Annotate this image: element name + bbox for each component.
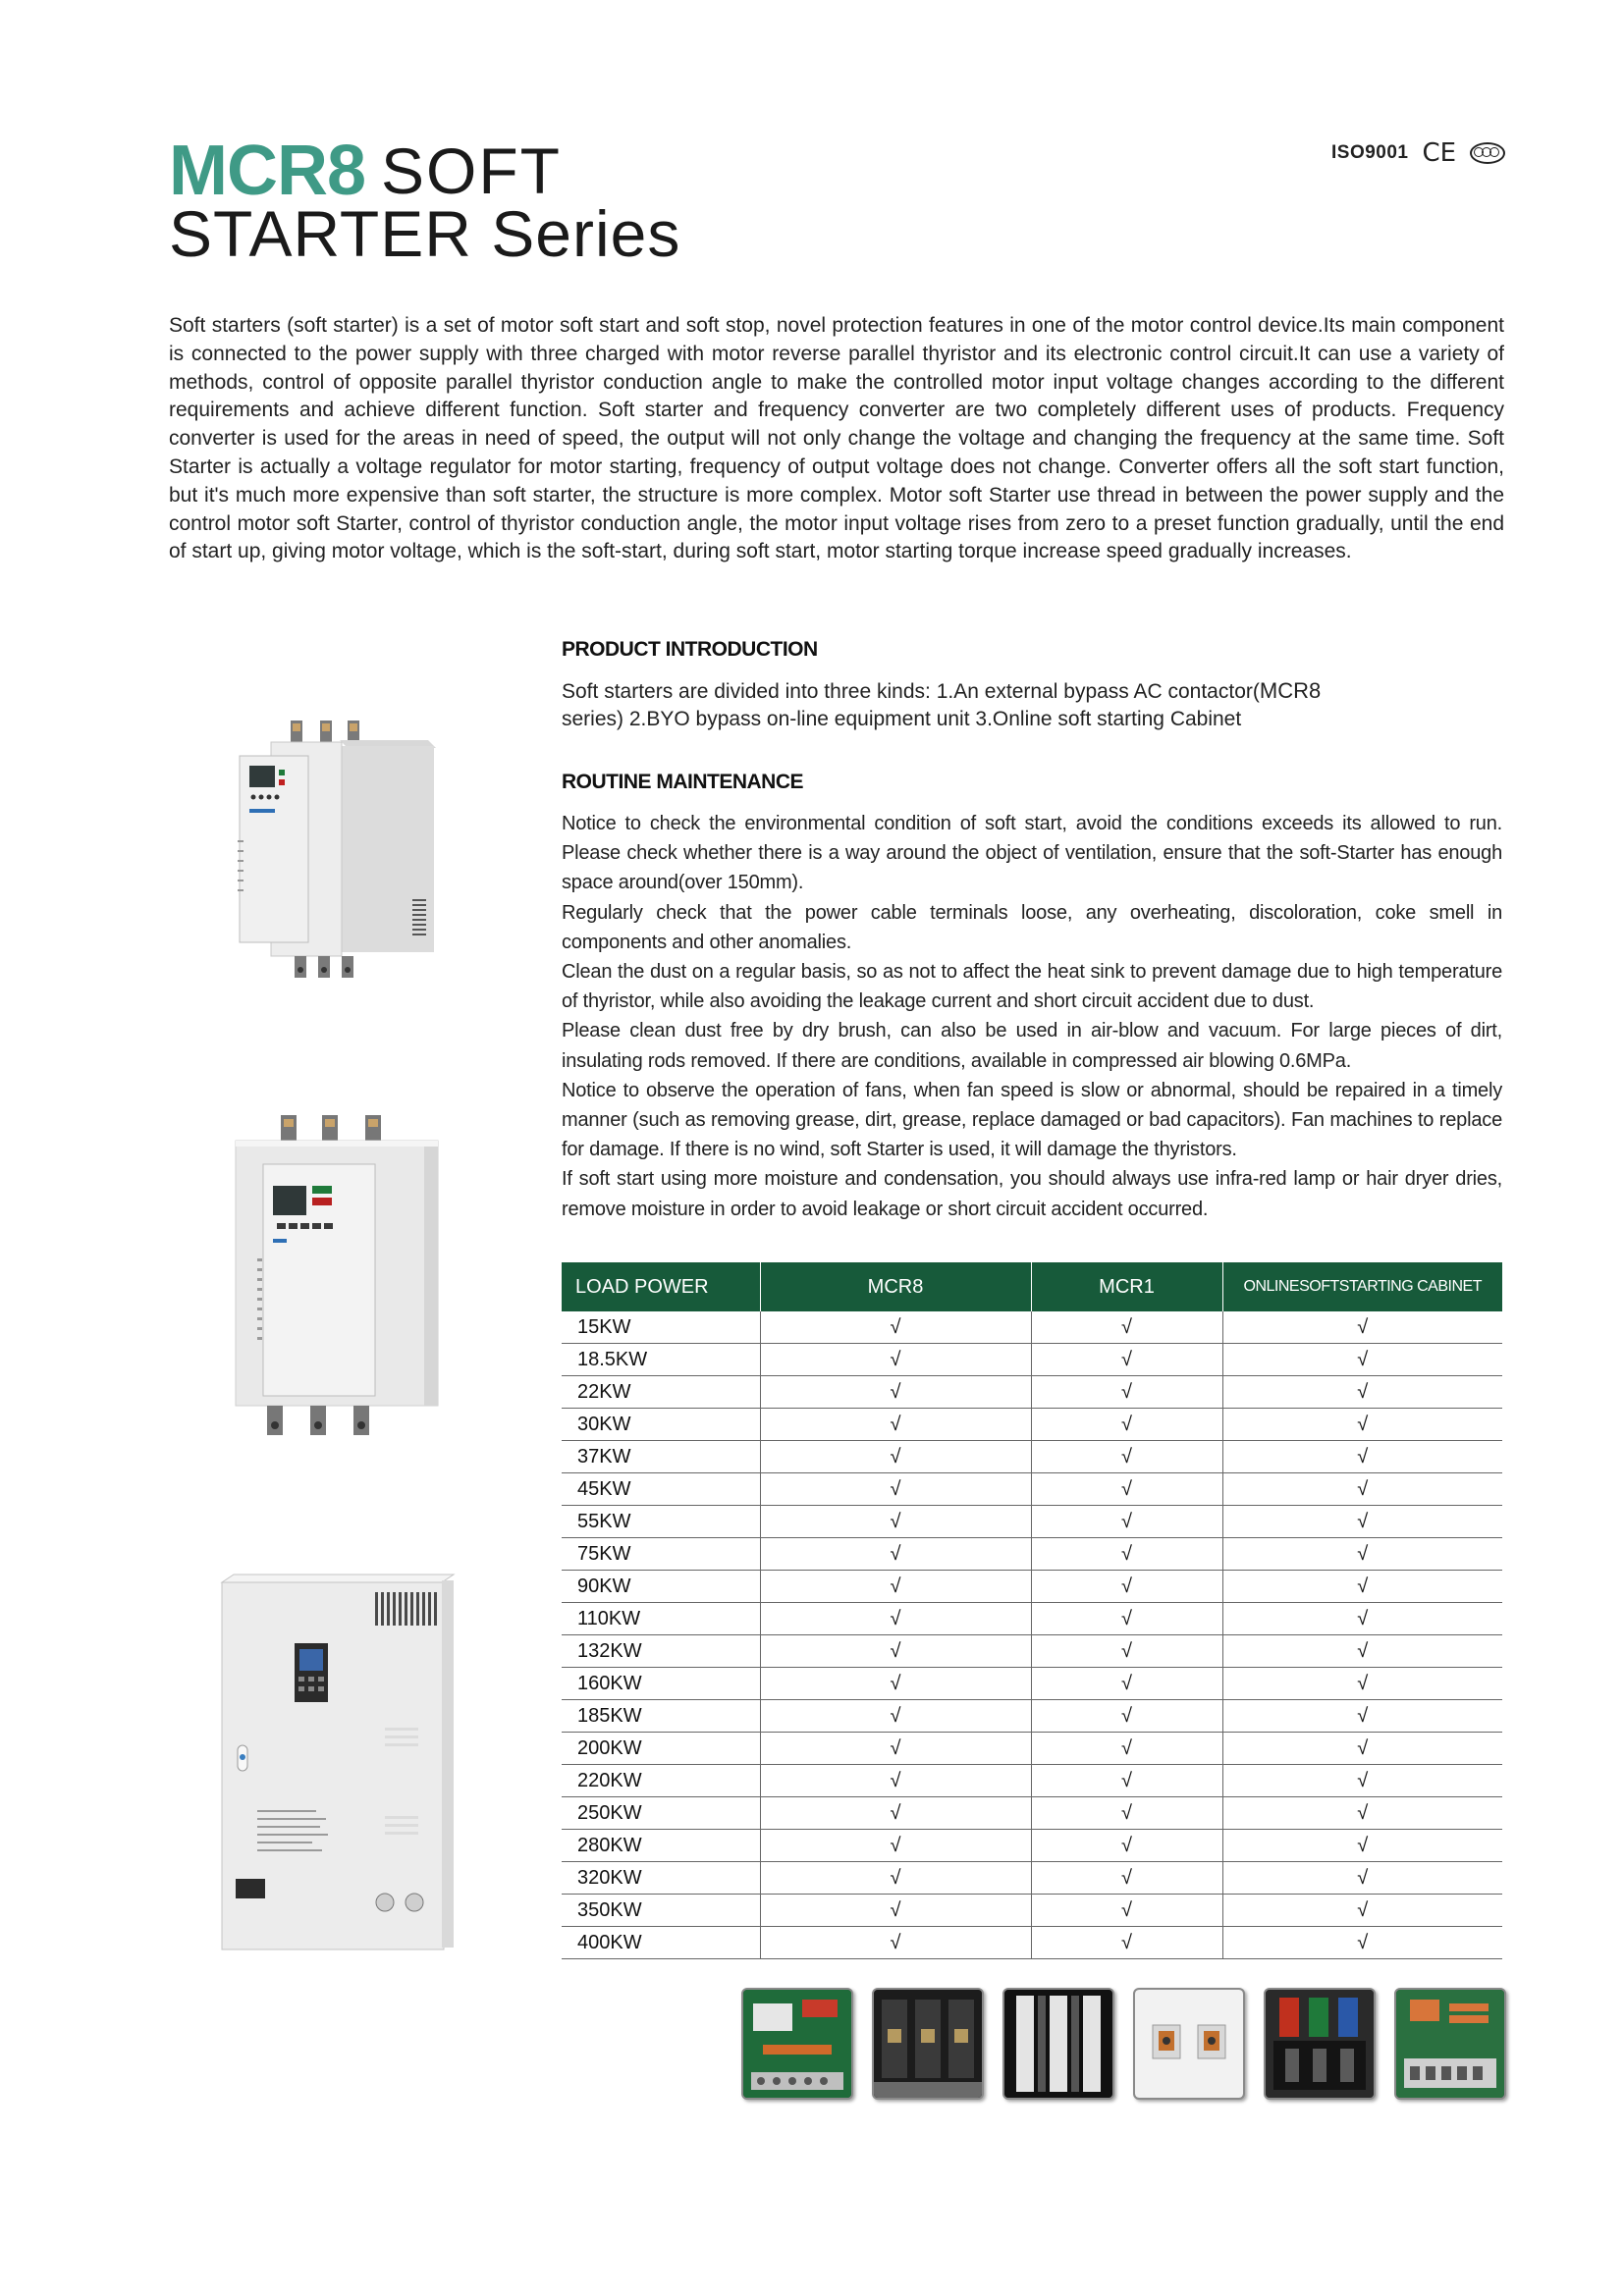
mcr8-check-cell: √ (760, 1862, 1031, 1895)
load-power-cell: 30KW (562, 1409, 760, 1441)
mcr8-check-cell: √ (760, 1635, 1031, 1668)
brand-name: MCR8 (169, 132, 366, 210)
mcr8-check-cell: √ (760, 1473, 1031, 1506)
header-mcr8: MCR8 (760, 1262, 1031, 1311)
table-row (562, 1441, 1502, 1473)
load-power-table (562, 1262, 1502, 1959)
mcr8-check-cell: √ (760, 1344, 1031, 1376)
cabinet-check-cell: √ (1222, 1895, 1502, 1927)
cabinet-check-cell: √ (1222, 1311, 1502, 1344)
load-power-cell: 22KW (562, 1376, 760, 1409)
mcr8-check-cell: √ (760, 1311, 1031, 1344)
table-row (562, 1927, 1502, 1959)
table-row (562, 1700, 1502, 1733)
circuit-board-thumbnail (741, 1988, 853, 2100)
cabinet-check-cell: √ (1222, 1765, 1502, 1797)
mcr1-soft-starter-image (228, 1111, 446, 1445)
load-power-cell: 185KW (562, 1700, 760, 1733)
load-power-cell: 350KW (562, 1895, 760, 1927)
table-row (562, 1473, 1502, 1506)
mcr8-check-cell: √ (760, 1409, 1031, 1441)
mcr1-check-cell: √ (1031, 1538, 1222, 1571)
mcr1-check-cell: √ (1031, 1765, 1222, 1797)
title-line-1: SOFT (381, 134, 562, 207)
cabinet-check-cell: √ (1222, 1733, 1502, 1765)
intro-paragraph: Soft starters (soft starter) is a set of motor soft start and soft stop, novel protection features in one of the motor control device.Its main component is connected to the power supply with three charged with motor reverse parallel thyristor and its electronic control circuit.It can use a variety of methods, control of opposite parallel thyristor conduction angle to make the controlled motor input voltage changes according to the different requirements and achieve different function. Soft starter and frequency converter are two completely different uses of products. Frequency converter is used for the areas in need of speed, the output will not only change the voltage and changing the frequency at the same time. Soft Starter is actually a voltage regulator for motor starting, frequency of output voltage does not change. Converter offers all the soft start function, but it's much more expensive than soft starter, the structure is more complex. Motor soft Starter use thread in between the power supply and the control motor soft Starter, control of thyristor conduction angle, the motor input voltage rises from zero to a preset function gradually, until the end of start up, giving motor voltage, which is the soft-start, during soft start, motor starting torque increase speed gradually increases. (169, 314, 1504, 563)
table-row (562, 1506, 1502, 1538)
product-intro-text (562, 677, 1450, 733)
product-intro-text-a: Soft starters are divided into three kinds: 1.An external bypass AC contactor( (562, 680, 1260, 703)
mcr8-check-cell: √ (760, 1927, 1031, 1959)
mcr1-check-cell: √ (1031, 1895, 1222, 1927)
cabinet-check-cell: √ (1222, 1538, 1502, 1571)
load-power-cell: 37KW (562, 1441, 760, 1473)
table-row (562, 1668, 1502, 1700)
header-load-power: LOAD POWER (562, 1262, 760, 1311)
cabinet-check-cell: √ (1222, 1927, 1502, 1959)
table-row (562, 1344, 1502, 1376)
maintenance-heading: ROUTINE MAINTENANCE (562, 771, 803, 793)
control-board-thumbnail (1394, 1988, 1506, 2100)
mcr8-check-cell: √ (760, 1830, 1031, 1862)
cabinet-check-cell: √ (1222, 1571, 1502, 1603)
load-power-cell: 250KW (562, 1797, 760, 1830)
mcr8-check-cell: √ (760, 1538, 1031, 1571)
table-row (562, 1797, 1502, 1830)
load-power-cell: 200KW (562, 1733, 760, 1765)
mcr8-check-cell: √ (760, 1895, 1031, 1927)
load-power-cell: 280KW (562, 1830, 760, 1862)
maintenance-paragraph: Regularly check that the power cable terminals loose, any overheating, discoloration, coke smell in components and other anomalies. (562, 901, 1502, 953)
cabinet-check-cell: √ (1222, 1376, 1502, 1409)
iso-mark: ISO9001 (1331, 142, 1409, 163)
maintenance-paragraph: Clean the dust on a regular basis, so as not to affect the heat sink to prevent damage due to high temperature of thyristor, while also avoiding the leakage current and short circuit accident due to dust. (562, 961, 1502, 1013)
cabinet-check-cell: √ (1222, 1797, 1502, 1830)
table-row (562, 1311, 1502, 1344)
load-power-cell: 132KW (562, 1635, 760, 1668)
maintenance-paragraph: Notice to observe the operation of fans, when fan speed is slow or abnormal, should be repaired in a timely manner (such as removing grease, dirt, grease, replace damaged or bad capacitors). Fan machines to replace for damage. If there is no wind, soft Starter is used, it will damage the thyristors. (562, 1079, 1502, 1161)
mcr8-soft-starter-image (232, 713, 442, 988)
heat-sink-thumbnail (1002, 1988, 1114, 2100)
terminal-block-thumbnail (1133, 1988, 1245, 2100)
mcr8-check-cell: √ (760, 1603, 1031, 1635)
mcr1-check-cell: √ (1031, 1862, 1222, 1895)
maintenance-paragraph: If soft start using more moisture and condensation, you should always use infra-red lamp or hair dryer dries, remove moisture in order to avoid leakage or short circuit accident occurred. (562, 1168, 1502, 1220)
cabinet-check-cell: √ (1222, 1830, 1502, 1862)
mcr8-check-cell: √ (760, 1571, 1031, 1603)
load-power-cell: 90KW (562, 1571, 760, 1603)
load-power-cell: 220KW (562, 1765, 760, 1797)
mcr8-check-cell: √ (760, 1441, 1031, 1473)
table-row (562, 1765, 1502, 1797)
load-power-cell: 160KW (562, 1668, 760, 1700)
mcr8-check-cell: √ (760, 1765, 1031, 1797)
mcr1-check-cell: √ (1031, 1668, 1222, 1700)
product-intro-tag: MCR8 (1259, 678, 1322, 703)
mcr1-check-cell: √ (1031, 1376, 1222, 1409)
table-row (562, 1571, 1502, 1603)
cabinet-check-cell: √ (1222, 1409, 1502, 1441)
mcr1-check-cell: √ (1031, 1797, 1222, 1830)
certification-marks (1331, 139, 1505, 167)
mcr8-check-cell: √ (760, 1376, 1031, 1409)
cabinet-check-cell: √ (1222, 1700, 1502, 1733)
mcr8-check-cell: √ (760, 1733, 1031, 1765)
cabinet-check-cell: √ (1222, 1506, 1502, 1538)
product-intro-text-b: series) 2.BYO bypass on-line equipment unit 3.Online soft starting Cabinet (562, 708, 1242, 730)
maintenance-paragraph: Notice to check the environmental condition of soft start, avoid the conditions exceeds its allowed to run. Please check whether there is a way around the object of ventilation, ensure that the soft-Starter has enough space around(over 150mm). (562, 813, 1502, 894)
mcr1-check-cell: √ (1031, 1344, 1222, 1376)
load-power-cell: 18.5KW (562, 1344, 760, 1376)
table-row (562, 1862, 1502, 1895)
title-line-2: STARTER Series (169, 197, 681, 270)
table-header-row (562, 1262, 1502, 1311)
ce-mark: CE (1422, 138, 1457, 168)
header-online-cabinet: ONLINESOFTSTARTING CABINET (1222, 1262, 1502, 1311)
table-row (562, 1733, 1502, 1765)
mcr8-check-cell: √ (760, 1797, 1031, 1830)
cabinet-check-cell: √ (1222, 1862, 1502, 1895)
load-power-cell: 75KW (562, 1538, 760, 1571)
maintenance-paragraph: Please clean dust free by dry brush, can also be used in air-blow and vacuum. For large pieces of dirt, insulating rods removed. If there are conditions, available in compressed air blowing 0.6MPa. (562, 1020, 1502, 1072)
load-power-cell: 55KW (562, 1506, 760, 1538)
load-power-cell: 320KW (562, 1862, 760, 1895)
thyristor-module-thumbnail (872, 1988, 984, 2100)
mcr8-check-cell: √ (760, 1506, 1031, 1538)
load-power-cell: 15KW (562, 1311, 760, 1344)
table-row (562, 1409, 1502, 1441)
mcr1-check-cell: √ (1031, 1733, 1222, 1765)
cabinet-check-cell: √ (1222, 1441, 1502, 1473)
cabinet-check-cell: √ (1222, 1635, 1502, 1668)
mcr1-check-cell: √ (1031, 1409, 1222, 1441)
table-row (562, 1895, 1502, 1927)
mcr8-check-cell: √ (760, 1668, 1031, 1700)
mcr1-check-cell: √ (1031, 1441, 1222, 1473)
mcr1-check-cell: √ (1031, 1506, 1222, 1538)
mcr1-check-cell: √ (1031, 1635, 1222, 1668)
load-power-cell: 400KW (562, 1927, 760, 1959)
mcr8-check-cell: √ (760, 1700, 1031, 1733)
cabinet-check-cell: √ (1222, 1473, 1502, 1506)
cabinet-check-cell: √ (1222, 1668, 1502, 1700)
mcr1-check-cell: √ (1031, 1603, 1222, 1635)
mcr1-check-cell: √ (1031, 1571, 1222, 1603)
ccc-mark-icon (1470, 142, 1505, 164)
mcr1-check-cell: √ (1031, 1311, 1222, 1344)
online-cabinet-image (218, 1571, 458, 1955)
load-power-cell: 45KW (562, 1473, 760, 1506)
cabinet-check-cell: √ (1222, 1344, 1502, 1376)
mcr1-check-cell: √ (1031, 1700, 1222, 1733)
mcr1-check-cell: √ (1031, 1830, 1222, 1862)
table-row (562, 1538, 1502, 1571)
maintenance-text (562, 809, 1502, 1224)
load-power-cell: 110KW (562, 1603, 760, 1635)
table-row (562, 1603, 1502, 1635)
table-row (562, 1635, 1502, 1668)
table-row (562, 1376, 1502, 1409)
table-row (562, 1830, 1502, 1862)
mcr1-check-cell: √ (1031, 1473, 1222, 1506)
cabinet-check-cell: √ (1222, 1603, 1502, 1635)
product-intro-heading: PRODUCT INTRODUCTION (562, 638, 818, 661)
header-mcr1: MCR1 (1031, 1262, 1222, 1311)
component-thumbnails (741, 1988, 1506, 2100)
bypass-contactor-thumbnail (1264, 1988, 1376, 2100)
mcr1-check-cell: √ (1031, 1927, 1222, 1959)
